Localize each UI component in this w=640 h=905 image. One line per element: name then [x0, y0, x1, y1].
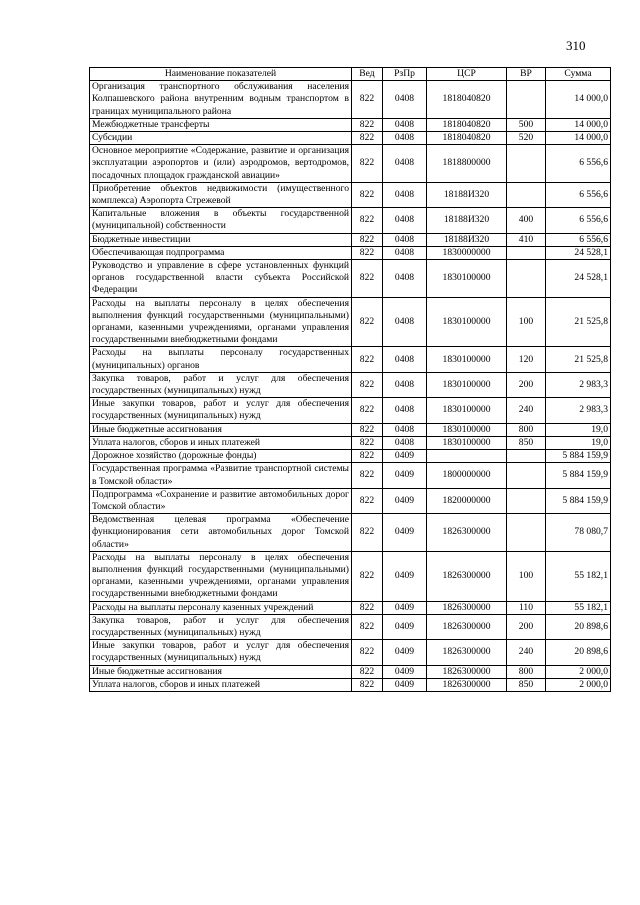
- cell-ved: 822: [352, 233, 383, 246]
- cell-vr: 120: [507, 347, 546, 372]
- cell-name: Подпрограмма «Сохранение и развитие автомобильных дорог Томской области»: [90, 488, 352, 513]
- cell-name: Уплата налогов, сборов и иных платежей: [90, 678, 352, 691]
- table-row: [90, 436, 611, 449]
- table-row: [90, 398, 611, 423]
- cell-csr: 18188И320: [427, 233, 507, 246]
- cell-vr: [507, 145, 546, 183]
- cell-csr: 1826300000: [427, 614, 507, 639]
- cell-sum: 2 983,3: [546, 398, 611, 423]
- cell-csr: 1830100000: [427, 297, 507, 347]
- cell-csr: 1830000000: [427, 246, 507, 259]
- cell-vr: [507, 260, 546, 298]
- cell-rzpr: 0409: [383, 463, 427, 488]
- header-csr: ЦСР: [427, 68, 507, 81]
- table-row: [90, 81, 611, 119]
- cell-rzpr: 0409: [383, 665, 427, 678]
- cell-ved: 822: [352, 246, 383, 259]
- cell-vr: 800: [507, 423, 546, 436]
- cell-rzpr: 0408: [383, 423, 427, 436]
- cell-name: Субсидии: [90, 132, 352, 145]
- cell-name: Иные закупки товаров, работ и услуг для обеспечения государственных (муниципальных) нужд: [90, 398, 352, 423]
- cell-name: Основное мероприятие «Содержание, развитие и организация эксплуатации аэропортов и (или) аэродромов, вертодромов, посадочных площадок гражданской авиации»: [90, 145, 352, 183]
- table-row: [90, 260, 611, 298]
- cell-ved: 822: [352, 450, 383, 463]
- cell-vr: [507, 488, 546, 513]
- cell-rzpr: 0408: [383, 347, 427, 372]
- cell-csr: 1818800000: [427, 145, 507, 183]
- cell-vr: 520: [507, 132, 546, 145]
- table-row: [90, 665, 611, 678]
- cell-name: Закупка товаров, работ и услуг для обеспечения государственных (муниципальных) нужд: [90, 372, 352, 397]
- cell-sum: 24 528,1: [546, 260, 611, 298]
- cell-ved: 822: [352, 463, 383, 488]
- cell-sum: 5 884 159,9: [546, 463, 611, 488]
- cell-rzpr: 0408: [383, 132, 427, 145]
- table-row: [90, 118, 611, 131]
- cell-csr: 1830100000: [427, 347, 507, 372]
- cell-rzpr: 0409: [383, 678, 427, 691]
- cell-name: Иные бюджетные ассигнования: [90, 665, 352, 678]
- cell-ved: 822: [352, 81, 383, 119]
- cell-sum: 55 182,1: [546, 601, 611, 614]
- header-vr: ВР: [507, 68, 546, 81]
- table-row: [90, 145, 611, 183]
- cell-sum: 2 000,0: [546, 678, 611, 691]
- cell-vr: [507, 246, 546, 259]
- cell-rzpr: 0409: [383, 640, 427, 665]
- cell-rzpr: 0408: [383, 81, 427, 119]
- cell-csr: 1818040820: [427, 118, 507, 131]
- cell-csr: 1800000000: [427, 463, 507, 488]
- cell-sum: 19,0: [546, 436, 611, 449]
- cell-rzpr: 0409: [383, 450, 427, 463]
- table-row: [90, 372, 611, 397]
- table-row: [90, 514, 611, 552]
- cell-csr: [427, 450, 507, 463]
- cell-rzpr: 0408: [383, 297, 427, 347]
- cell-rzpr: 0409: [383, 614, 427, 639]
- cell-sum: 5 884 159,9: [546, 488, 611, 513]
- cell-ved: 822: [352, 145, 383, 183]
- cell-csr: 1826300000: [427, 514, 507, 552]
- cell-vr: 410: [507, 233, 546, 246]
- cell-rzpr: 0408: [383, 208, 427, 233]
- cell-name: Расходы на выплаты персоналу казенных учреждений: [90, 601, 352, 614]
- cell-rzpr: 0409: [383, 514, 427, 552]
- cell-sum: 2 983,3: [546, 372, 611, 397]
- cell-name: Бюджетные инвестиции: [90, 233, 352, 246]
- header-rzpr: РзПр: [383, 68, 427, 81]
- table-body: [90, 81, 611, 692]
- cell-sum: 6 556,6: [546, 182, 611, 207]
- cell-sum: 20 898,6: [546, 614, 611, 639]
- table-row: [90, 233, 611, 246]
- cell-ved: 822: [352, 182, 383, 207]
- cell-ved: 822: [352, 640, 383, 665]
- cell-csr: 1820000000: [427, 488, 507, 513]
- cell-csr: 1830100000: [427, 260, 507, 298]
- cell-vr: 800: [507, 665, 546, 678]
- cell-name: Расходы на выплаты персоналу государственных (муниципальных) органов: [90, 347, 352, 372]
- cell-ved: 822: [352, 398, 383, 423]
- cell-rzpr: 0408: [383, 246, 427, 259]
- cell-sum: 14 000,0: [546, 118, 611, 131]
- table-row: [90, 208, 611, 233]
- table-row: [90, 601, 611, 614]
- cell-sum: 6 556,6: [546, 233, 611, 246]
- cell-ved: 822: [352, 423, 383, 436]
- cell-csr: 1826300000: [427, 678, 507, 691]
- cell-csr: 18188И320: [427, 182, 507, 207]
- cell-sum: 2 000,0: [546, 665, 611, 678]
- cell-name: Руководство и управление в сфере установленных функций органов государственной власти субъекта Российской Федерации: [90, 260, 352, 298]
- table-row: [90, 678, 611, 691]
- cell-csr: 18188И320: [427, 208, 507, 233]
- cell-vr: [507, 81, 546, 119]
- cell-sum: 55 182,1: [546, 551, 611, 601]
- cell-csr: 1826300000: [427, 551, 507, 601]
- cell-name: Иные закупки товаров, работ и услуг для обеспечения государственных (муниципальных) нужд: [90, 640, 352, 665]
- cell-name: Уплата налогов, сборов и иных платежей: [90, 436, 352, 449]
- cell-csr: 1830100000: [427, 423, 507, 436]
- cell-name: Расходы на выплаты персоналу в целях обеспечения выполнения функций государственными (муниципальными) органами, казенными учреждениями, органами управления государственными внебюджетными фондами: [90, 297, 352, 347]
- cell-rzpr: 0408: [383, 233, 427, 246]
- cell-ved: 822: [352, 678, 383, 691]
- cell-csr: 1818040820: [427, 132, 507, 145]
- cell-ved: 822: [352, 614, 383, 639]
- cell-rzpr: 0409: [383, 601, 427, 614]
- cell-sum: 78 080,7: [546, 514, 611, 552]
- cell-rzpr: 0408: [383, 398, 427, 423]
- cell-vr: 500: [507, 118, 546, 131]
- table-row: [90, 246, 611, 259]
- table-row: [90, 423, 611, 436]
- table-row: [90, 450, 611, 463]
- cell-sum: 6 556,6: [546, 208, 611, 233]
- cell-ved: 822: [352, 347, 383, 372]
- cell-rzpr: 0408: [383, 436, 427, 449]
- cell-ved: 822: [352, 551, 383, 601]
- cell-ved: 822: [352, 436, 383, 449]
- cell-ved: 822: [352, 665, 383, 678]
- cell-vr: 240: [507, 640, 546, 665]
- table-row: [90, 488, 611, 513]
- cell-vr: 100: [507, 297, 546, 347]
- cell-vr: 100: [507, 551, 546, 601]
- cell-csr: 1818040820: [427, 81, 507, 119]
- cell-sum: 20 898,6: [546, 640, 611, 665]
- cell-sum: 24 528,1: [546, 246, 611, 259]
- page-number: 310: [566, 38, 586, 53]
- cell-name: Государственная программа «Развитие транспортной системы в Томской области»: [90, 463, 352, 488]
- cell-rzpr: 0408: [383, 145, 427, 183]
- cell-rzpr: 0408: [383, 118, 427, 131]
- cell-name: Дорожное хозяйство (дорожные фонды): [90, 450, 352, 463]
- cell-ved: 822: [352, 488, 383, 513]
- cell-vr: [507, 182, 546, 207]
- cell-sum: 14 000,0: [546, 132, 611, 145]
- table-row: [90, 132, 611, 145]
- budget-table: [89, 67, 611, 692]
- cell-sum: 5 884 159,9: [546, 450, 611, 463]
- cell-ved: 822: [352, 260, 383, 298]
- cell-name: Ведомственная целевая программа «Обеспечение функционирования сети автомобильных дорог Томской области»: [90, 514, 352, 552]
- cell-name: Расходы на выплаты персоналу в целях обеспечения выполнения функций государственными (муниципальными) органами, казенными учреждениями, органами управления государственными внебюджетными фондами: [90, 551, 352, 601]
- cell-sum: 6 556,6: [546, 145, 611, 183]
- header-ved: Вед: [352, 68, 383, 81]
- cell-rzpr: 0408: [383, 182, 427, 207]
- cell-vr: 400: [507, 208, 546, 233]
- cell-name: Закупка товаров, работ и услуг для обеспечения государственных (муниципальных) нужд: [90, 614, 352, 639]
- cell-vr: 200: [507, 614, 546, 639]
- cell-rzpr: 0408: [383, 372, 427, 397]
- cell-name: Иные бюджетные ассигнования: [90, 423, 352, 436]
- cell-name: Обеспечивающая подпрограмма: [90, 246, 352, 259]
- cell-vr: 200: [507, 372, 546, 397]
- cell-sum: 19,0: [546, 423, 611, 436]
- table-row: [90, 614, 611, 639]
- cell-vr: 850: [507, 678, 546, 691]
- cell-ved: 822: [352, 118, 383, 131]
- cell-vr: 110: [507, 601, 546, 614]
- header-sum: Сумма: [546, 68, 611, 81]
- cell-sum: 14 000,0: [546, 81, 611, 119]
- cell-vr: [507, 463, 546, 488]
- cell-sum: 21 525,8: [546, 347, 611, 372]
- cell-csr: 1826300000: [427, 665, 507, 678]
- cell-ved: 822: [352, 372, 383, 397]
- cell-vr: [507, 514, 546, 552]
- table-row: [90, 182, 611, 207]
- cell-csr: 1826300000: [427, 601, 507, 614]
- cell-name: Межбюджетные трансферты: [90, 118, 352, 131]
- table-row: [90, 347, 611, 372]
- table-row: [90, 297, 611, 347]
- table-row: [90, 640, 611, 665]
- cell-name: Приобретение объектов недвижимости (имущественного комплекса) Аэропорта Стрежевой: [90, 182, 352, 207]
- cell-csr: 1826300000: [427, 640, 507, 665]
- table-header-row: [90, 68, 611, 81]
- cell-rzpr: 0409: [383, 488, 427, 513]
- cell-name: Организация транспортного обслуживания населения Колпашевского района внутренним водным транспортом в границах муниципального района: [90, 81, 352, 119]
- cell-vr: [507, 450, 546, 463]
- cell-vr: 240: [507, 398, 546, 423]
- cell-csr: 1830100000: [427, 398, 507, 423]
- cell-csr: 1830100000: [427, 436, 507, 449]
- cell-rzpr: 0409: [383, 551, 427, 601]
- cell-ved: 822: [352, 208, 383, 233]
- table-row: [90, 463, 611, 488]
- header-name: Наименование показателей: [90, 68, 352, 81]
- cell-rzpr: 0408: [383, 260, 427, 298]
- cell-ved: 822: [352, 514, 383, 552]
- cell-ved: 822: [352, 297, 383, 347]
- cell-vr: 850: [507, 436, 546, 449]
- cell-sum: 21 525,8: [546, 297, 611, 347]
- cell-ved: 822: [352, 601, 383, 614]
- cell-ved: 822: [352, 132, 383, 145]
- cell-csr: 1830100000: [427, 372, 507, 397]
- table-row: [90, 551, 611, 601]
- cell-name: Капитальные вложения в объекты государственной (муниципальной) собственности: [90, 208, 352, 233]
